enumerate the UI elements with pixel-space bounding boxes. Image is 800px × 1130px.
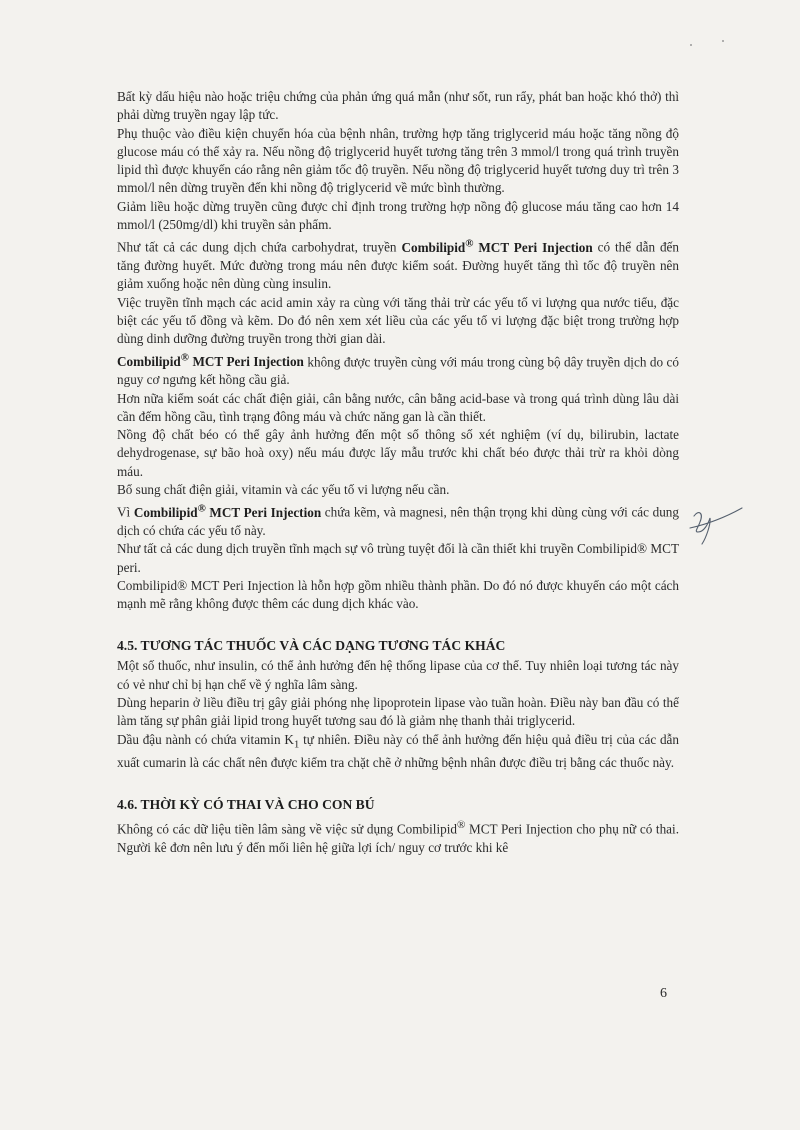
paragraph: Bổ sung chất điện giải, vitamin và các yếu tố vi lượng nếu cần. bbox=[117, 482, 450, 498]
paragraph: Giảm liều hoặc dừng truyền cũng được chỉ định trong trường hợp nồng độ glucose máu tăng cao hơn 14 mmol/l (250mg/dl) khi truyền sản phẩm. bbox=[117, 198, 679, 233]
paragraph: Dầu đậu nành có chứa vitamin $K_1$ tự nhiên. Điều này có thể ảnh hưởng đến hiệu quả điều trị của các dẫn xuất cumarin là các chất nên được kiểm tra chặt chẽ ở những bệnh nhân được điều trị bằng các thuốc này. bbox=[117, 731, 679, 770]
paragraph: Như tất cả các dung dịch chứa carbohydrat, truyền Combilipid® MCT Peri Injection có thể dẫn đến tăng đường huyết. Mức đường trong máu nên được kiểm soát. Đường huyết tăng thì tốc độ truyền nên giảm xuống hoặc nên dùng cùng insulin. bbox=[117, 237, 679, 292]
paragraph: Việc truyền tĩnh mạch các acid amin xảy ra cùng với tăng thải trừ các yếu tố vi lượng qua nước tiểu, đặc biệt các yếu tố đồng và kẽm. Do đó nên xem xét liều của các yếu tố vi lượng đặc biệt trong trường hợp dùng dinh dưỡng đường truyền trong thời gian dài. bbox=[117, 294, 679, 347]
paragraph: Nồng độ chất béo có thể gây ảnh hưởng đến một số thông số xét nghiệm (ví dụ, bilirubin, lactate dehydrogenase, sự bão hoà oxy) nếu máu được lấy mẫu trước khi chất béo được thải trừ ra khỏi dòng máu. bbox=[117, 427, 679, 479]
paragraph: Combilipid® MCT Peri Injection là hỗn hợp gồm nhiều thành phần. Do đó nó được khuyến cáo một cách mạnh mẽ rằng không được thêm các dung dịch khác vào. bbox=[117, 577, 679, 612]
scan-speck bbox=[690, 44, 692, 46]
document-body bbox=[117, 88, 679, 857]
page-number: 6 bbox=[660, 986, 667, 1001]
paragraph: Hơn nữa kiểm soát các chất điện giải, cân bằng nước, cân bằng acid-base và trong quá trình dùng lâu dài cần đếm hồng cầu, tình trạng đông máu và chức năng gan là cần thiết. bbox=[117, 390, 679, 424]
paragraph: Combilipid® MCT Peri Injection không được truyền cùng với máu trong cùng bộ dây truyền dịch do có nguy cơ ngưng kết hồng cầu giả. bbox=[117, 351, 679, 388]
section-heading-interactions: 4.5. TƯƠNG TÁC THUỐC VÀ CÁC DẠNG TƯƠNG TÁC KHÁC bbox=[117, 638, 506, 654]
paragraph: Như tất cả các dung dịch truyền tĩnh mạch sự vô trùng tuyệt đối là cần thiết khi truyền Combilipid® MCT peri. bbox=[117, 541, 679, 575]
section-heading-pregnancy: 4.6. THỜI KỲ CÓ THAI VÀ CHO CON BÚ bbox=[117, 796, 375, 812]
paragraph: Bất kỳ dấu hiệu nào hoặc triệu chứng của phản ứng quá mẫn (như sốt, run rẩy, phát ban hoặc khó thở) thì phải dừng truyền ngay lập tức. bbox=[117, 89, 679, 123]
paragraph: Phụ thuộc vào điều kiện chuyển hóa của bệnh nhân, trường hợp tăng triglycerid máu hoặc tăng nồng độ glucose máu có thể xảy ra. Nếu nồng độ triglycerid huyết tương tăng trên 3 mmol/l trong quá trình truyền lipid thì được khuyến cáo rằng nên giảm tốc độ truyền. Nếu nồng độ triglycerid huyết tương duy trì trên 3 mmol/l nên dừng truyền đến khi nồng độ triglycerid về mức bình thường. bbox=[117, 125, 679, 196]
scan-speck bbox=[722, 40, 724, 42]
paragraph: Không có các dữ liệu tiền lâm sàng về việc sử dụng Combilipid® MCT Peri Injection cho phụ nữ có thai. Người kê đơn nên lưu ý đến mối liên hệ giữa lợi ích/ nguy cơ trước khi kê bbox=[117, 818, 679, 855]
paragraph: Vì Combilipid® MCT Peri Injection chứa kẽm, và magnesi, nên thận trọng khi dùng cùng với các dung dịch có chứa các yếu tố này. bbox=[117, 502, 679, 538]
paragraph: Một số thuốc, như insulin, có thể ảnh hưởng đến hệ thống lipase của cơ thể. Tuy nhiên loại tương tác này có vẻ như chỉ bị hạn chế về ý nghĩa lâm sàng. bbox=[117, 658, 679, 692]
handwritten-initial-mark bbox=[688, 498, 744, 552]
paragraph: Dùng heparin ở liều điều trị gây giải phóng nhẹ lipoprotein lipase vào tuần hoàn. Điều này ban đầu có thể làm tăng sự phân giải lipid trong huyết tương sau đó là giảm nhẹ thanh thải triglycerid. bbox=[117, 695, 679, 729]
